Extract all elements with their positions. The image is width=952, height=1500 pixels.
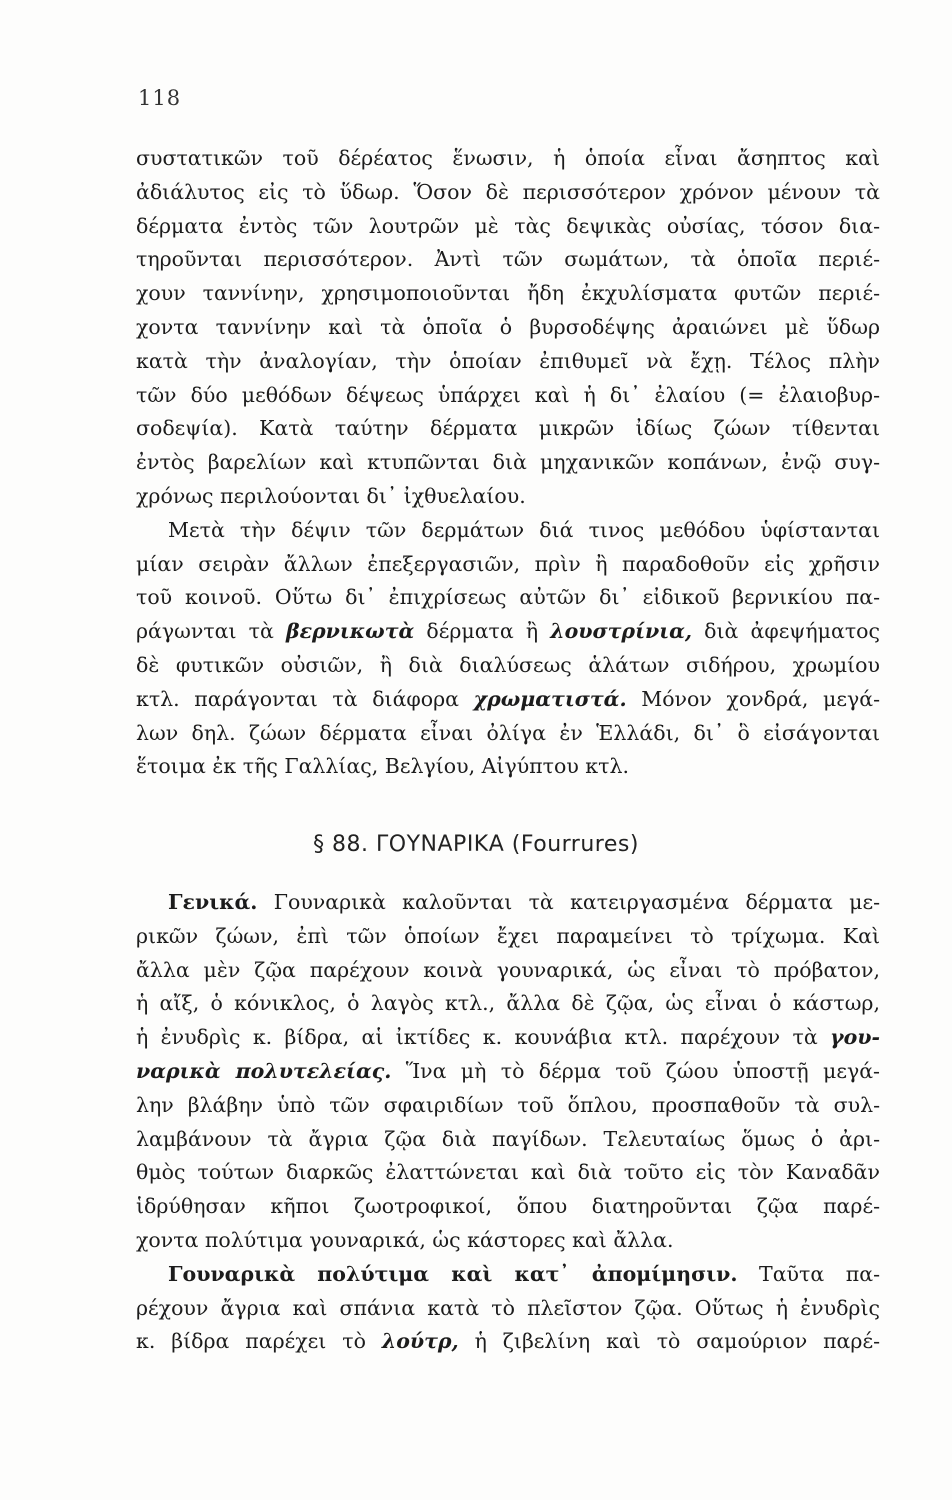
text-line	[136, 886, 880, 920]
term-coloured: χρωματιστά.	[473, 686, 627, 711]
text-line: τηροῦνται περισσότερον. Ἀντὶ τῶν σωμάτων, τὰ ὁποῖα περιέ-	[136, 247, 880, 272]
term-luxury-furs: γου-	[830, 1025, 880, 1050]
lead-general: Γενικά.	[168, 890, 258, 914]
text-line: ἡ αἴξ, ὁ κόνικλος, ὁ λαγὸς κτλ., ἄλλα δὲ ζῷα, ὡς εἶναι ὁ κάστωρ,	[136, 991, 880, 1016]
text-run: ράγωνται τὰ	[136, 619, 286, 644]
text-line: λων δηλ. ζώων δέρματα εἶναι ὀλίγα ἐν Ἑλλάδι, δι᾿ ὃ εἰσάγονται	[136, 720, 880, 745]
text-line: μίαν σειρὰν ἄλλων ἐπεξεργασιῶν, πρὶν ἢ παραδοθοῦν εἰς χρῆσιν	[136, 551, 880, 576]
text-line: χοντα πολύτιμα γουναρικά, ὡς κάστορες καὶ ἄλλα.	[136, 1227, 674, 1252]
text-run: Ταῦτα πα-	[737, 1261, 880, 1286]
text-line: χρόνως περιλούονται δι᾿ ἰχθυελαίου.	[136, 483, 526, 508]
text-line: ἐντὸς βαρελίων καὶ κτυπῶνται διὰ μηχανικῶν κοπάνων, ἐνῷ συγ-	[136, 450, 880, 475]
text-line: Μετὰ τὴν δέψιν τῶν δερμάτων διά τινος μεθόδου ὑφίστανται	[168, 517, 880, 542]
text-line	[136, 1258, 880, 1292]
text-run: διὰ ἀφεψήματος	[692, 619, 880, 644]
text-line: δέρματα ἐντὸς τῶν λουτρῶν μὲ τὰς δεψικὰς οὐσίας, τόσον δια-	[136, 213, 880, 238]
text-run: ἡ ἐνυδρὶς κ. βίδρα, αἱ ἰκτίδες κ. κουνάβια κτλ. παρέχουν τὰ	[136, 1025, 831, 1050]
text-line: ἕτοιμα ἐκ τῆς Γαλλίας, Βελγίου, Αἰγύπτου κτλ.	[136, 754, 629, 779]
paragraph-tanning-continued	[136, 142, 880, 784]
text-run: κτλ. παράγονται τὰ διάφορα	[136, 686, 474, 711]
text-line: δὲ φυτικῶν οὐσιῶν, ἢ διὰ διαλύσεως ἁλάτων σιδήρου, χρωμίου	[136, 652, 880, 677]
term-varnished: βερνικωτὰ	[285, 619, 415, 644]
text-line: λην βλάβην ὑπὸ τῶν σφαιριδίων τοῦ ὅπλου, προσπαθοῦν τὰ συλ-	[136, 1092, 880, 1117]
page-number: 118	[138, 86, 182, 110]
text-line	[136, 1021, 880, 1055]
term-luxury-furs: ναρικὰ πολυτελείας.	[136, 1058, 392, 1083]
text-run: Ἵνα μὴ τὸ δέρμα τοῦ ζώου ὑποστῇ μεγά-	[391, 1058, 880, 1083]
text-line: ἄλλα μὲν ζῷα παρέχουν κοινὰ γουναρικά, ὡς εἶναι τὸ πρόβατον,	[136, 957, 880, 982]
text-line: χοντα ταννίνην καὶ τὰ ὁποῖα ὁ βυρσοδέψης ἀραιώνει μὲ ὕδωρ	[136, 314, 880, 339]
text-line: θμὸς τούτων διαρκῶς ἐλαττώνεται καὶ διὰ τοῦτο εἰς τὸν Καναδᾶν	[136, 1160, 880, 1185]
text-line: συστατικῶν τοῦ δέρέατος ἕνωσιν, ἡ ὁποία εἶναι ἄσηπτος καὶ	[136, 146, 880, 170]
text-line: ρικῶν ζώων, ἐπὶ τῶν ὁποίων ἔχει παραμείνει τὸ τρίχωμα. Καὶ	[136, 923, 880, 948]
text-line	[136, 683, 880, 717]
term-loutr: λούτρ,	[381, 1329, 459, 1354]
text-line: ρέχουν ἄγρια καὶ σπάνια κατὰ τὸ πλεῖστον ζῷα. Οὕτως ἡ ἐνυδρὶς	[136, 1295, 880, 1320]
text-line: λαμβάνουν τὰ ἄγρια ζῷα διὰ παγίδων. Τελευταίως ὅμως ὁ ἀρι-	[136, 1126, 880, 1151]
text-line	[136, 615, 880, 649]
text-line: ἀδιάλυτος εἰς τὸ ὕδωρ. Ὅσον δὲ περισσότερον χρόνον μένουν τὰ	[136, 179, 880, 204]
text-run: Μόνον χονδρά, μεγά-	[626, 686, 880, 711]
text-run: ἡ ζιβελίνη καὶ τὸ σαμούριον παρέ-	[458, 1329, 880, 1354]
text-line: ἱδρύθησαν κῆποι ζωοτροφικοί, ὅπου διατηροῦνται ζῷα παρέ-	[136, 1194, 880, 1219]
text-line	[136, 1055, 880, 1089]
text-line: τῶν δύο μεθόδων δέψεως ὑπάρχει καὶ ἡ δι᾿ ἐλαίου (= ἐλαιοβυρ-	[136, 382, 880, 407]
section-heading: § 88. ΓΟΥΝΑΡΙΚΑ (Fourrures)	[313, 832, 639, 857]
term-patent-leather: λουστρίνια,	[550, 619, 693, 644]
text-line	[136, 1325, 880, 1359]
text-line: σοδεψία). Κατὰ ταύτην δέρματα μικρῶν ἰδίως ζώων τίθενται	[136, 416, 880, 441]
text-run: κ. βίδρα παρέχει τὸ	[136, 1329, 382, 1354]
paragraph-furs	[136, 886, 880, 1359]
text-run: Γουναρικὰ καλοῦνται τὰ κατειργασμένα δέρματα με-	[257, 890, 880, 914]
text-line: τοῦ κοινοῦ. Οὕτω δι᾿ ἐπιχρίσεως αὐτῶν δι᾿ εἰδικοῦ βερνικίου πα-	[136, 585, 880, 610]
lead-precious-furs: Γουναρικὰ πολύτιμα καὶ κατ᾿ ἀπομίμησιν.	[168, 1261, 738, 1286]
text-line: χουν ταννίνην, χρησιμοποιοῦνται ἤδη ἐκχυλίσματα φυτῶν περιέ-	[136, 281, 880, 306]
text-run: δέρματα ἢ	[414, 619, 551, 644]
text-line: κατὰ τὴν ἀναλογίαν, τὴν ὁποίαν ἐπιθυμεῖ νὰ ἔχῃ. Τέλος πλὴν	[136, 348, 880, 373]
